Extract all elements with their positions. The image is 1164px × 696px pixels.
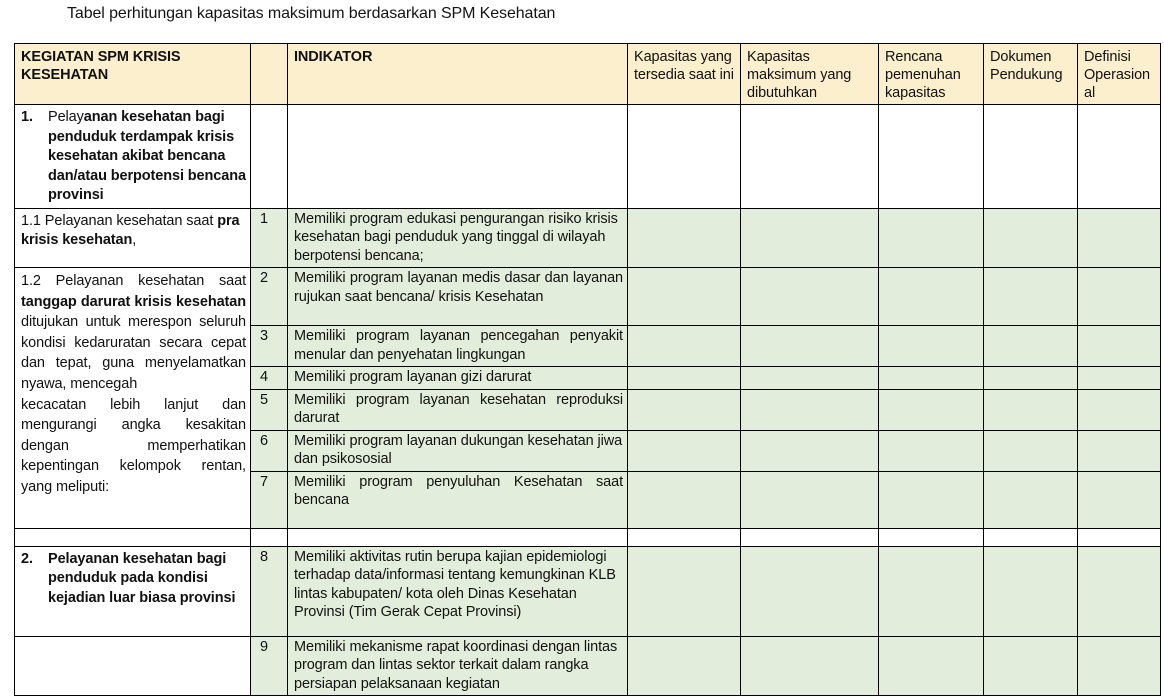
definisi-operasional-cell xyxy=(1078,389,1161,430)
indicator-5-text: Memiliki program layanan kesehatan reproduksi darurat xyxy=(288,389,628,430)
dokumen-pendukung-cell xyxy=(984,528,1078,546)
indicator-1-text: Memiliki program edukasi pengurangan risiko krisis kesehatan bagi penduduk yang tinggal di wilayah berpotensi bencana; xyxy=(288,208,628,268)
header-number-col xyxy=(251,44,288,105)
header-definisi-operasional: Definisi Operasional xyxy=(1078,44,1161,105)
rencana-pemenuhan-cell xyxy=(879,326,984,367)
rencana-pemenuhan-cell xyxy=(879,105,984,209)
kapasitas-tersedia-cell xyxy=(628,208,741,268)
section-1-marker: 1. xyxy=(21,109,33,125)
kegiatan-empty-cell xyxy=(15,636,251,696)
definisi-operasional-cell xyxy=(1078,105,1161,209)
kapasitas-tersedia-cell xyxy=(628,430,741,471)
indicator-9-number: 9 xyxy=(251,636,288,696)
dokumen-pendukung-cell xyxy=(984,326,1078,367)
definisi-operasional-cell xyxy=(1078,326,1161,367)
dokumen-pendukung-cell xyxy=(984,208,1078,268)
dokumen-pendukung-cell xyxy=(984,471,1078,528)
section-2-kegiatan-cell xyxy=(15,546,251,636)
indicator-8-text: Memiliki aktivitas rutin berupa kajian epidemiologi terhadap data/informasi tentang kemungkinan KLB lintas kabupaten/ kota oleh Dinas Kesehatan Provinsi (Tim Gerak Cepat Provinsi) xyxy=(288,546,628,636)
kapasitas-maksimum-cell xyxy=(741,546,879,636)
rencana-pemenuhan-cell xyxy=(879,208,984,268)
empty-number-cell xyxy=(251,105,288,209)
header-kapasitas-maksimum: Kapasitas maksimum yang dibutuhkan xyxy=(741,44,879,105)
kapasitas-tersedia-cell xyxy=(628,546,741,636)
kapasitas-tersedia-cell xyxy=(628,367,741,390)
dokumen-pendukung-cell xyxy=(984,389,1078,430)
kapasitas-tersedia-cell xyxy=(628,105,741,209)
kegiatan-empty-cell xyxy=(15,528,251,546)
kapasitas-tersedia-cell xyxy=(628,326,741,367)
definisi-operasional-cell xyxy=(1078,208,1161,268)
indicator-6-text: Memiliki program layanan dukungan kesehatan jiwa dan psikososial xyxy=(288,430,628,471)
section-1-text: Pelayanan kesehatan bagi penduduk terdampak krisis kesehatan akibat bencana dan/atau berpotensi bencana provinsi xyxy=(48,109,246,203)
kapasitas-tersedia-cell xyxy=(628,268,741,326)
indicator-1-number: 1 xyxy=(251,208,288,268)
indicator-3-number: 3 xyxy=(251,326,288,367)
section-2-text: Pelayanan kesehatan bagi penduduk pada kondisi kejadian luar biasa provinsi xyxy=(48,550,236,606)
section-2-marker: 2. xyxy=(21,550,33,567)
indicator-2-text: Memiliki program layanan medis dasar dan layanan rujukan saat bencana/ krisis Kesehatan xyxy=(288,268,628,326)
dokumen-pendukung-cell xyxy=(984,430,1078,471)
indicator-9-text: Memiliki mekanisme rapat koordinasi dengan lintas program dan lintas sektor terkait dalam rangka persiapan pelaksanaan kegiatan xyxy=(288,636,628,696)
kapasitas-maksimum-cell xyxy=(741,471,879,528)
rencana-pemenuhan-cell xyxy=(879,367,984,390)
indicator-6-number: 6 xyxy=(251,430,288,471)
header-rencana-pemenuhan: Rencana pemenuhan kapasitas xyxy=(879,44,984,105)
kapasitas-maksimum-cell xyxy=(741,326,879,367)
definisi-operasional-cell xyxy=(1078,636,1161,696)
dokumen-pendukung-cell xyxy=(984,546,1078,636)
indicator-5-number: 5 xyxy=(251,389,288,430)
kapasitas-maksimum-cell xyxy=(741,367,879,390)
rencana-pemenuhan-cell xyxy=(879,389,984,430)
kapasitas-maksimum-cell xyxy=(741,528,879,546)
section-1-kegiatan-cell xyxy=(15,105,251,209)
kapasitas-maksimum-cell xyxy=(741,208,879,268)
empty-indikator-cell xyxy=(288,528,628,546)
kapasitas-tersedia-cell xyxy=(628,636,741,696)
definisi-operasional-cell xyxy=(1078,268,1161,326)
kapasitas-maksimum-cell xyxy=(741,268,879,326)
rencana-pemenuhan-cell xyxy=(879,471,984,528)
rencana-pemenuhan-cell xyxy=(879,268,984,326)
spm-capacity-table xyxy=(14,43,1161,696)
rencana-pemenuhan-cell xyxy=(879,528,984,546)
dokumen-pendukung-cell xyxy=(984,367,1078,390)
rencana-pemenuhan-cell xyxy=(879,546,984,636)
kegiatan-1-1-cell: 1.1 Pelayanan kesehatan saat pra krisis kesehatan, xyxy=(15,208,251,268)
definisi-operasional-cell xyxy=(1078,471,1161,528)
rencana-pemenuhan-cell xyxy=(879,430,984,471)
kapasitas-tersedia-cell xyxy=(628,471,741,528)
document-title: Tabel perhitungan kapasitas maksimum berdasarkan SPM Kesehatan xyxy=(67,5,556,22)
indicator-7-number: 7 xyxy=(251,471,288,528)
kapasitas-tersedia-cell xyxy=(628,528,741,546)
empty-number-cell xyxy=(251,528,288,546)
definisi-operasional-cell xyxy=(1078,528,1161,546)
kapasitas-maksimum-cell xyxy=(741,105,879,209)
indicator-3-text: Memiliki program layanan pencegahan penyakit menular dan penyehatan lingkungan xyxy=(288,326,628,367)
dokumen-pendukung-cell xyxy=(984,636,1078,696)
empty-indikator-cell xyxy=(288,105,628,209)
definisi-operasional-cell xyxy=(1078,546,1161,636)
rencana-pemenuhan-cell xyxy=(879,636,984,696)
kapasitas-tersedia-cell xyxy=(628,389,741,430)
dokumen-pendukung-cell xyxy=(984,268,1078,326)
indicator-7-text: Memiliki program penyuluhan Kesehatan saat bencana xyxy=(288,471,628,528)
header-indikator: INDIKATOR xyxy=(288,44,628,105)
kapasitas-maksimum-cell xyxy=(741,430,879,471)
indicator-4-text: Memiliki program layanan gizi darurat xyxy=(288,367,628,390)
header-kapasitas-tersedia: Kapasitas yang tersedia saat ini xyxy=(628,44,741,105)
kegiatan-1-2-cell: 1.2 Pelayanan kesehatan saat tanggap darurat krisis kesehatan ditujukan untuk merespon seluruh kondisi kedaruratan secara cepat dan tepat, guna menyelamatkan nyawa, mencegah kecacatan lebih lanjut dan mengurangi angka kesakitan dengan memperhatikan kepentingan kelompok rentan, yang meliputi: xyxy=(15,268,251,529)
header-kegiatan: KEGIATAN SPM KRISIS KESEHATAN xyxy=(15,44,251,105)
definisi-operasional-cell xyxy=(1078,430,1161,471)
definisi-operasional-cell xyxy=(1078,367,1161,390)
indicator-8-number: 8 xyxy=(251,546,288,636)
kapasitas-maksimum-cell xyxy=(741,636,879,696)
indicator-2-number: 2 xyxy=(251,268,288,326)
header-dokumen-pendukung: Dokumen Pendukung xyxy=(984,44,1078,105)
indicator-4-number: 4 xyxy=(251,367,288,390)
kapasitas-maksimum-cell xyxy=(741,389,879,430)
dokumen-pendukung-cell xyxy=(984,105,1078,209)
